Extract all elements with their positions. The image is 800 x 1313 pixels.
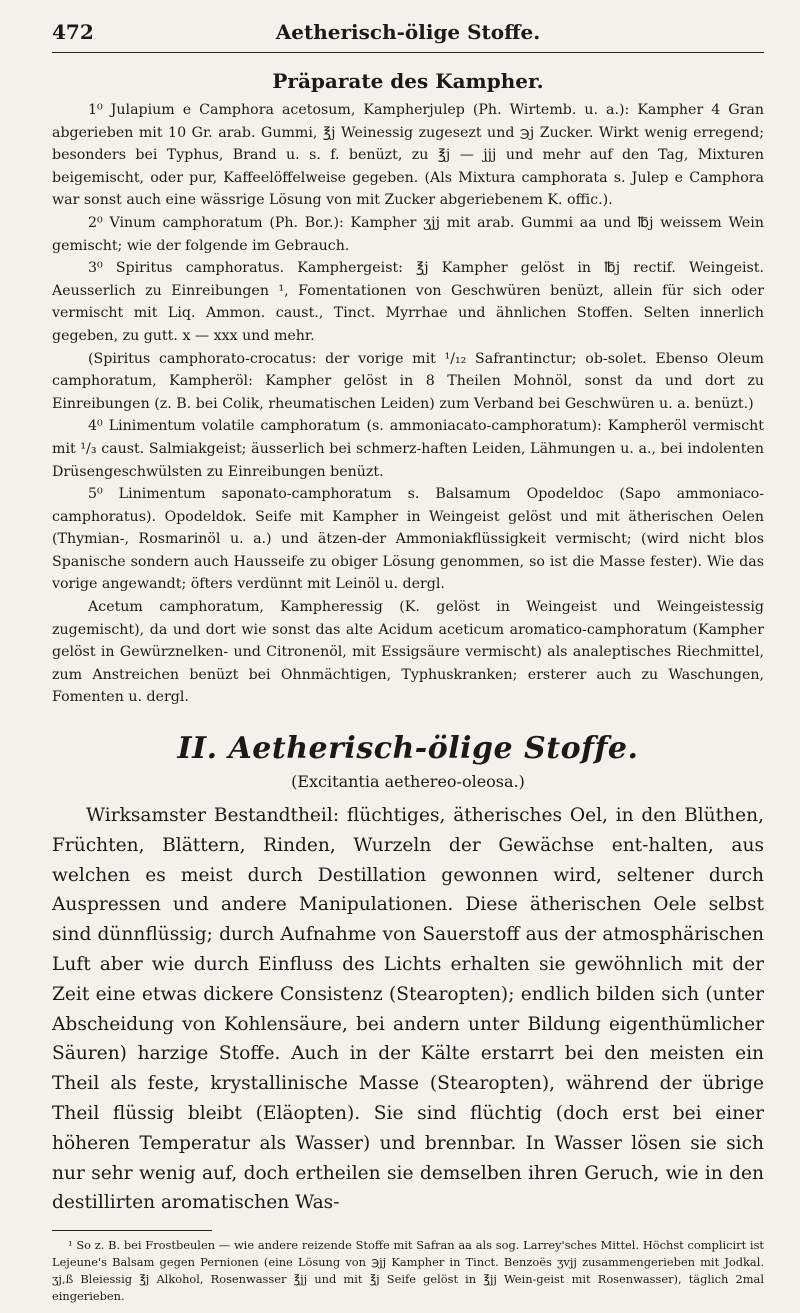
entry-vinum: 2⁰ Vinum camphoratum (Ph. Bor.): Kampher ʒjj mit arab. Gummi aa und ℔j weissem Wein gemischt; wie der folgende im Gebrauch. [52, 214, 764, 254]
section-title: Präparate des Kampher. [272, 69, 544, 93]
page-number: 472 [52, 20, 94, 44]
chapter-body [52, 801, 764, 1218]
footnote-rule [52, 1230, 212, 1231]
footnote [52, 1237, 764, 1304]
entry-spiritus: 3⁰ Spiritus camphoratus. Kamphergeist: ℥j Kampher gelöst in ℔j rectif. Weingeist. Aeusserlich zu Einreibungen ¹, Fomentationen von Geschwüren benüzt, allein für sich oder vermischt mit Liq. Ammon. caust., Tinct. Myrrhae und ähnlichen Stoffen. Selten innerlich gegeben, zu gutt. x — xxx und mehr. [52, 260, 764, 344]
entry-acetum: Acetum camphoratum, Kampheressig (K. gelöst in Weingeist und Weingeistessig zugemischt), da und dort wie sonst das alte Acidum aceticum aromatico-camphoratum (Kampher gelöst in Gewürznelken- und Citronenöl, mit Essigsäure vermischt) als analeptisches Riechmittel, zum Anstreichen benüzt bei Ohnmächtigen, Typhuskranken; ersterer auch zu Waschungen, Fomenten u. dergl. [52, 599, 764, 706]
page-header [52, 20, 764, 50]
header-rule [52, 52, 764, 53]
chapter-heading [52, 731, 764, 791]
preparations-list [52, 99, 764, 709]
running-head: Aetherisch-ölige Stoffe. [275, 20, 541, 44]
entry-linimentum-volatile: 4⁰ Linimentum volatile camphoratum (s. ammoniacato-camphoratum): Kampheröl vermischt mit ¹/₃ caust. Salmiakgeist; äusserlich bei schmerz-haften Leiden, Lähmungen u. a., bei indolenten Drüsengeschwülsten zu Einreibungen benüzt. [52, 418, 764, 480]
chapter-title: II. Aetherisch-ölige Stoffe. [177, 731, 639, 767]
body-paragraph: Wirksamster Bestandtheil: flüchtiges, ätherisches Oel, in den Blüthen, Früchten, Blättern, Rinden, Wurzeln der Gewächse ent-halten, aus welchen es meist durch Destillation gewonnen wird, seltener durch Auspressen und andere Manipulationen. Diese ätherischen Oele selbst sind dünnflüssig; durch Aufnahme von Sauerstoff aus der atmosphärischen Luft aber wie durch Einfluss des Lichts erhalten sie gewöhnlich mit der Zeit eine etwas dickere Consistenz (Stearopten); endlich bilden sich (unter Abscheidung von Kohlensäure, bei andern unter Bildung eigenthümlicher Säuren) harzige Stoffe. Auch in der Kälte erstarrt bei den meisten ein Theil als feste, krystallinische Masse (Stearopten), während der übrige Theil flüssig bleibt (Eläopten). Sie sind flüchtig (doch erst bei einer höheren Temperatur als Wasser) und brennbar. In Wasser lösen sie sich nur sehr wenig auf, doch ertheilen sie demselben ihren Geruch, wie in den destillirten aromatischen Was- [52, 805, 764, 1214]
entry-julapium: 1⁰ Julapium e Camphora acetosum, Kampherjulep (Ph. Wirtemb. u. a.): Kampher 4 Gran abgerieben mit 10 Gr. arab. Gummi, ℥j Weinessig zugesezt und ℈j Zucker. Wirkt wenig erregend; besonders bei Typhus, Brand u. s. f. benüzt, zu ℥j — jjj und mehr auf den Tag, Mixturen beigemischt, oder pur, Kaffeelöffelweise gegeben. (Als Mixtura camphorata s. Julep e Camphora war sonst auch eine wässrige Lösung von mit Zucker abgeriebenem K. offic.). [52, 102, 764, 209]
entry-linimentum-saponato: 5⁰ Linimentum saponato-camphoratum s. Balsamum Opodeldoc (Sapo ammoniaco-camphoratus). Opodeldok. Seife mit Kampher in Weingeist gelöst und mit ätherischen Oelen (Thymian-, Rosmarinöl u. a.) und ätzen-der Ammoniakflüssigkeit vermischt; (wird nicht blos Spanische sondern auch Hausseife zu obiger Lösung genommen, so ist die Masse fester). Wie das vorige angewandt; öfters verdünnt mit Leinöl u. dergl. [52, 486, 764, 593]
entry-spiritus-crocatus: (Spiritus camphorato-crocatus: der vorige mit ¹/₁₂ Safrantinctur; ob-solet. Ebenso Oleum camphoratum, Kampheröl: Kampher gelöst in 8 Theilen Mohnöl, sonst da und dort zu Einreibungen (z. B. bei Colik, rheumatischen Leiden) zum Verband bei Geschwüren u. a. benüzt.) [52, 350, 764, 412]
footnote-text: ¹ So z. B. bei Frostbeulen — wie andere reizende Stoffe mit Safran aa als sog. Larrey'sches Mittel. Höchst complicirt ist Lejeune's Balsam gegen Pernionen (eine Lösung von ℈jj Kampher in Tinct. Benzoës ʒvjj zusammengerieben mit Jodkal. ʒj,ß Bleiessig ℥j Alkohol, Rosenwasser ℥jj und mit ℥j Seife gelöst in ℥jj Wein-geist mit Rosenwasser), täglich 2mal eingerieben. [52, 1238, 764, 1303]
chapter-subtitle: (Excitantia aethereo-oleosa.) [291, 772, 525, 792]
book-page [52, 20, 764, 1304]
